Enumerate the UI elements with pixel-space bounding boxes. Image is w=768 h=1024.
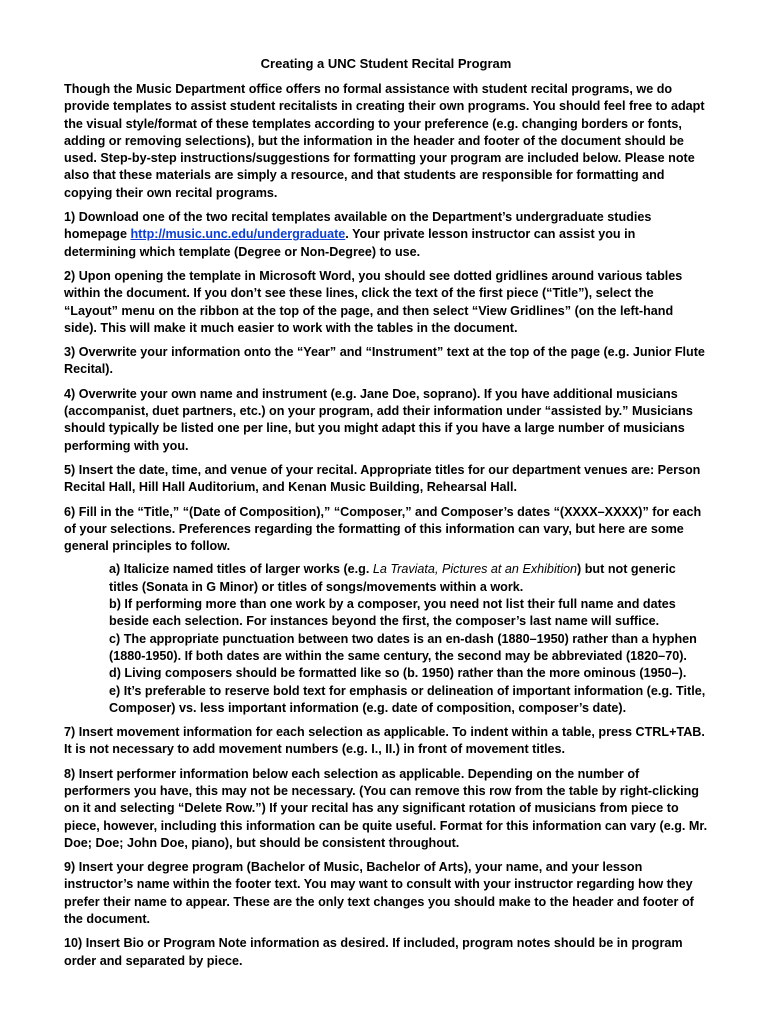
step-10: 10) Insert Bio or Program Note information as desired. If included, program notes should be in program order and separated by piece. bbox=[64, 936, 683, 968]
step-3: 3) Overwrite your information onto the “Year” and “Instrument” text at the top of the page (e.g. Junior Flute Recital). bbox=[64, 345, 705, 377]
step-2: 2) Upon opening the template in Microsoft Word, you should see dotted gridlines around various tables within the document. If you don’t see these lines, click the text of the first piece (“Title”), select the “Layout” menu on the ribbon at the top of the page, and then select “View Gridlines” (on the left-hand side). This will make it much easier to work with the tables in the document. bbox=[64, 268, 683, 335]
step-6: 6) Fill in the “Title,” “(Date of Composition),” “Composer,” and Composer’s dates “(XXXX–XXXX)” for each of your selections. Preferences regarding the formatting of this information can vary, but here are some general principles to follow. bbox=[64, 504, 702, 554]
intro-paragraph: Though the Music Department office offers no formal assistance with student recital programs, we do provide templates to assist student recitalists in creating their own programs. You should feel free to adapt the visual style/format of these templates according to your preference (e.g. changing borders or fonts, adding or removing selections), but the information in the header and footer of the document should be used. Step-by-step instructions/suggestions for formatting your program are included below. Please note also that these materials are simply a resource, and that students are responsible for formatting and copying their own recital programs. bbox=[64, 82, 705, 200]
step-7: 7) Insert movement information for each selection as applicable. To indent within a table, press CTRL+TAB. It is not necessary to add movement numbers (e.g. I., II.) in front of movement titles. bbox=[64, 725, 705, 757]
step-1-text: 1) Download one of the two recital templates available on the Department’s undergraduate studies homepage bbox=[64, 210, 652, 242]
step-5: 5) Insert the date, time, and venue of your recital. Appropriate titles for our department venues are: Person Recital Hall, Hill Hall Auditorium, and Kenan Music Building, Rehearsal Hall. bbox=[64, 462, 701, 495]
step-1 bbox=[64, 209, 708, 261]
step-9: 9) Insert your degree program (Bachelor of Music, Bachelor of Arts), your name, and your lesson instructor’s name within the footer text. You may want to consult with your instructor regarding how they prefer their name to appear. These are the only text changes you should make to the header and footer of the document. bbox=[64, 860, 694, 927]
step-6a-text-end: ) but not generic titles (Sonata in G Minor) or titles of songs/movements within a work. bbox=[109, 562, 676, 594]
italic-separator: , bbox=[434, 562, 442, 577]
step-6e: e) It’s preferable to reserve bold text for emphasis or delineation of important information (e.g. Title, Composer) vs. less important information (e.g. date of composition, composer’s date). bbox=[109, 683, 706, 715]
italic-title-2: Pictures at an Exhibition bbox=[441, 562, 578, 577]
step-6c: c) The appropriate punctuation between two dates is an en-dash (1880–1950) rather than a hyphen (1880-1950). If both dates are within the same century, the second may be abbreviated (1820–70). bbox=[109, 631, 697, 663]
step-8: 8) Insert performer information below each selection as applicable. Depending on the number of performers you have, this may not be necessary. (You can remove this row from the table by right-clicking on it and selecting “Delete Row.”) If your recital has any significant rotation of musicians from piece to piece, however, including this information can be quite useful. Format for this information can vary (e.g. Mr. Doe; Doe; John Doe, piano), but should be consistent throughout. bbox=[64, 766, 708, 850]
step-6b: b) If performing more than one work by a composer, you need not list their full name and dates beside each selection. For instances beyond the first, the composer’s last name will suffice. bbox=[109, 597, 676, 629]
italic-title-1: La Traviata bbox=[372, 562, 435, 577]
step-4: 4) Overwrite your own name and instrument (e.g. Jane Doe, soprano). If you have additional musicians (accompanist, duet partners, etc.) on your program, add their information under “assisted by.” Musicians should typically be listed one per line, but you might adapt this if you have a large number of musicians performing with you. bbox=[64, 386, 693, 453]
step-6a bbox=[109, 561, 708, 596]
step-6-subitems bbox=[64, 561, 708, 717]
step-1-text-end: . Your private lesson instructor can assist you in determining which template (Degree or Non-Degree) to use. bbox=[64, 227, 636, 259]
undergraduate-link[interactable]: http://music.unc.edu/undergraduate bbox=[130, 227, 346, 242]
step-6d: d) Living composers should be formatted like so (b. 1950) rather than the more ominous (1950–). bbox=[109, 666, 687, 681]
document-title: Creating a UNC Student Recital Program bbox=[260, 56, 512, 71]
step-6a-text: a) Italicize named titles of larger works (e.g. bbox=[109, 562, 373, 577]
